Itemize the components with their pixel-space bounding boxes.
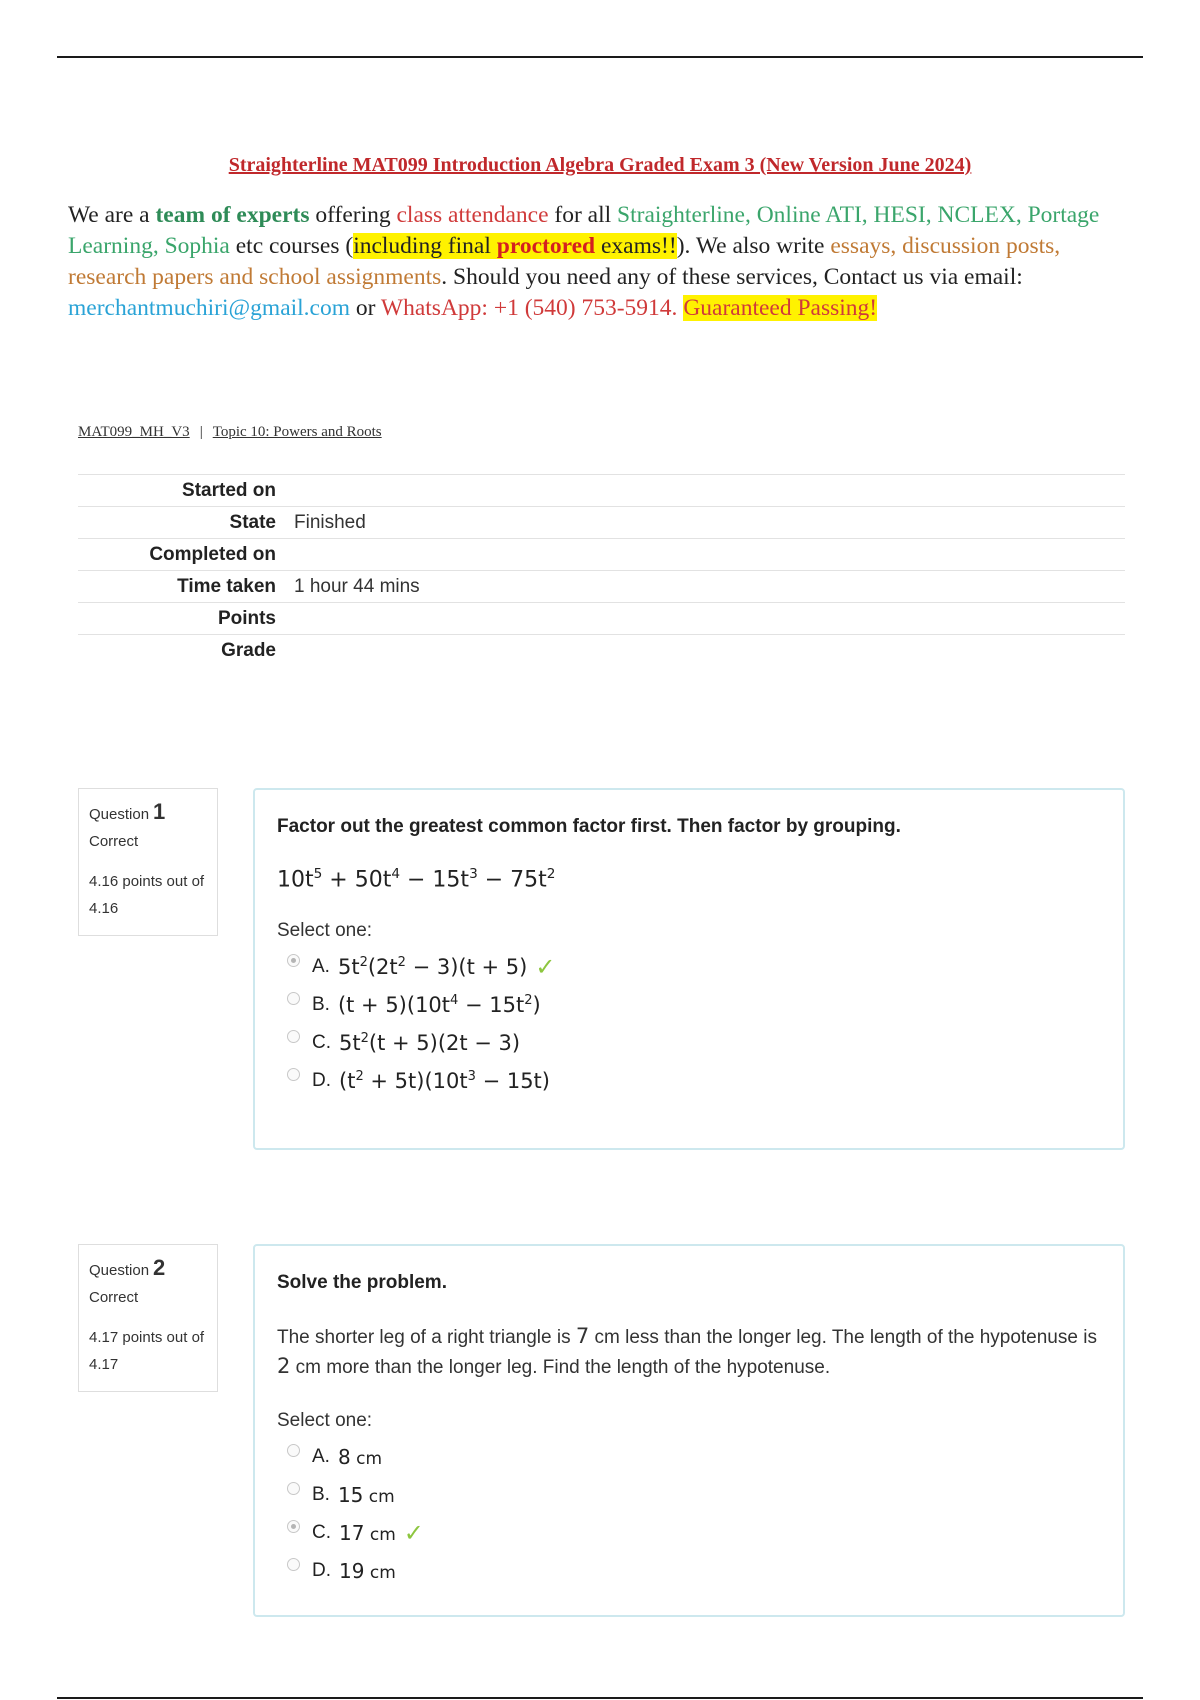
option-value: 15 cm bbox=[337, 1483, 395, 1507]
radio-icon[interactable] bbox=[287, 1068, 300, 1081]
top-rule bbox=[57, 56, 1143, 58]
summary-row bbox=[78, 507, 1125, 539]
option-letter: A. bbox=[312, 956, 330, 978]
question-2-content bbox=[253, 1244, 1125, 1617]
summary-value: 1 hour 44 mins bbox=[294, 575, 420, 597]
summary-value bbox=[276, 635, 1125, 667]
answer-option-d[interactable] bbox=[277, 1552, 1101, 1590]
answer-option-a[interactable] bbox=[277, 1438, 1101, 1476]
radio-icon[interactable] bbox=[287, 992, 300, 1005]
option-expression: $5t^2(2t^2 - 3)(t + 5)$ bbox=[337, 955, 528, 980]
option-letter: B. bbox=[312, 994, 330, 1016]
summary-label: Completed on bbox=[149, 543, 276, 565]
option-letter: D. bbox=[312, 1560, 331, 1581]
breadcrumb bbox=[78, 424, 382, 441]
question-2-info bbox=[78, 1244, 218, 1392]
radio-icon[interactable] bbox=[287, 1030, 300, 1043]
whatsapp-contact: WhatsApp: +1 (540) 753-5914. bbox=[380, 295, 678, 321]
summary-label: Started on bbox=[182, 479, 276, 501]
question-text: Factor out the greatest common factor first. Then factor by grouping. bbox=[277, 816, 901, 837]
answer-option-c[interactable] bbox=[277, 1514, 1101, 1552]
answer-option-c[interactable] bbox=[277, 1024, 1101, 1062]
breadcrumb-separator: | bbox=[199, 424, 203, 440]
answer-options bbox=[277, 1438, 1101, 1590]
email-link[interactable]: merchantmuchiri@gmail.com bbox=[68, 295, 351, 321]
option-letter: B. bbox=[312, 1484, 330, 1505]
check-icon: ✓ bbox=[535, 953, 556, 981]
question-1-content bbox=[253, 788, 1125, 1150]
question-grade: 4.16 points out of 4.16 bbox=[89, 873, 205, 917]
option-value: 19 cm bbox=[339, 1559, 396, 1583]
question-number: Question 2 bbox=[89, 1255, 166, 1280]
option-letter: C. bbox=[312, 1032, 331, 1054]
question-number: Question 1 bbox=[89, 799, 166, 824]
summary-row bbox=[78, 539, 1125, 571]
question-grade: 4.17 points out of 4.17 bbox=[89, 1329, 205, 1373]
question-1-info bbox=[78, 788, 218, 936]
summary-value: Finished bbox=[294, 511, 366, 533]
bottom-rule bbox=[57, 1697, 1143, 1699]
question-body: The shorter leg of a right triangle is 7 cm less than the longer leg. The length of the hypotenuse is 2 cm more than the longer leg. Find the length of the hypotenuse. bbox=[277, 1324, 1097, 1378]
radio-icon[interactable] bbox=[287, 1482, 300, 1495]
option-letter: C. bbox=[312, 1522, 331, 1543]
summary-row bbox=[78, 571, 1125, 603]
radio-icon[interactable] bbox=[287, 954, 300, 967]
summary-row bbox=[78, 475, 1125, 507]
radio-icon[interactable] bbox=[287, 1520, 300, 1533]
answer-option-b[interactable] bbox=[277, 986, 1101, 1024]
summary-row bbox=[78, 603, 1125, 635]
option-value: 8 cm bbox=[337, 1445, 382, 1469]
check-icon: ✓ bbox=[403, 1519, 424, 1547]
answer-option-a[interactable] bbox=[277, 948, 1101, 986]
summary-value bbox=[276, 475, 1125, 507]
answer-option-b[interactable] bbox=[277, 1476, 1101, 1514]
summary-label: Points bbox=[217, 607, 276, 629]
option-expression: $5t^2(t + 5)(2t - 3)$ bbox=[339, 1031, 521, 1056]
question-state: Correct bbox=[89, 1289, 139, 1306]
summary-row bbox=[78, 635, 1125, 667]
intro-paragraph: We are a team of experts offering class attendance for all Straighterline, Online ATI, HESI, NCLEX, Portage Learning, Sophia etc courses (including final proctored exams!!). We also write essays, discussion posts, research papers and school assignments. Should you need any of these services, Contact us via email: merchantmuchiri@gmail.com or WhatsApp: +1 (540) 753-5914. Guaranteed Passing! bbox=[68, 202, 1100, 321]
select-one-label: Select one: bbox=[277, 920, 373, 942]
question-state: Correct bbox=[89, 833, 139, 850]
option-expression: $(t + 5)(10t^4 - 15t^2)$ bbox=[337, 993, 541, 1018]
select-one-label: Select one: bbox=[277, 1410, 373, 1431]
summary-label: State bbox=[229, 511, 276, 533]
breadcrumb-course-link[interactable]: MAT099_MH_V3 bbox=[78, 424, 190, 440]
radio-icon[interactable] bbox=[287, 1558, 300, 1571]
summary-value bbox=[276, 603, 1125, 635]
option-letter: D. bbox=[312, 1070, 331, 1092]
summary-value bbox=[276, 539, 1125, 571]
question-formula: $10t^5 + 50t^4 - 15t^3 - 75t^2$ bbox=[277, 866, 556, 893]
option-value: 17 cm bbox=[339, 1521, 396, 1545]
document-title: Straighterline MAT099 Introduction Algebra Graded Exam 3 (New Version June 2024) bbox=[228, 154, 972, 176]
radio-icon[interactable] bbox=[287, 1444, 300, 1457]
option-letter: A. bbox=[312, 1446, 330, 1467]
summary-label: Time taken bbox=[177, 575, 276, 597]
breadcrumb-topic-link[interactable]: Topic 10: Powers and Roots bbox=[212, 424, 382, 440]
answer-options bbox=[277, 948, 1101, 1100]
summary-label: Grade bbox=[221, 639, 276, 661]
option-expression: $(t^2 + 5t)(10t^3 - 15t)$ bbox=[339, 1069, 550, 1094]
question-text: Solve the problem. bbox=[277, 1272, 447, 1293]
guarantee-text: Guaranteed Passing! bbox=[683, 295, 878, 321]
answer-option-d[interactable] bbox=[277, 1062, 1101, 1100]
attempt-summary-table bbox=[78, 474, 1125, 667]
